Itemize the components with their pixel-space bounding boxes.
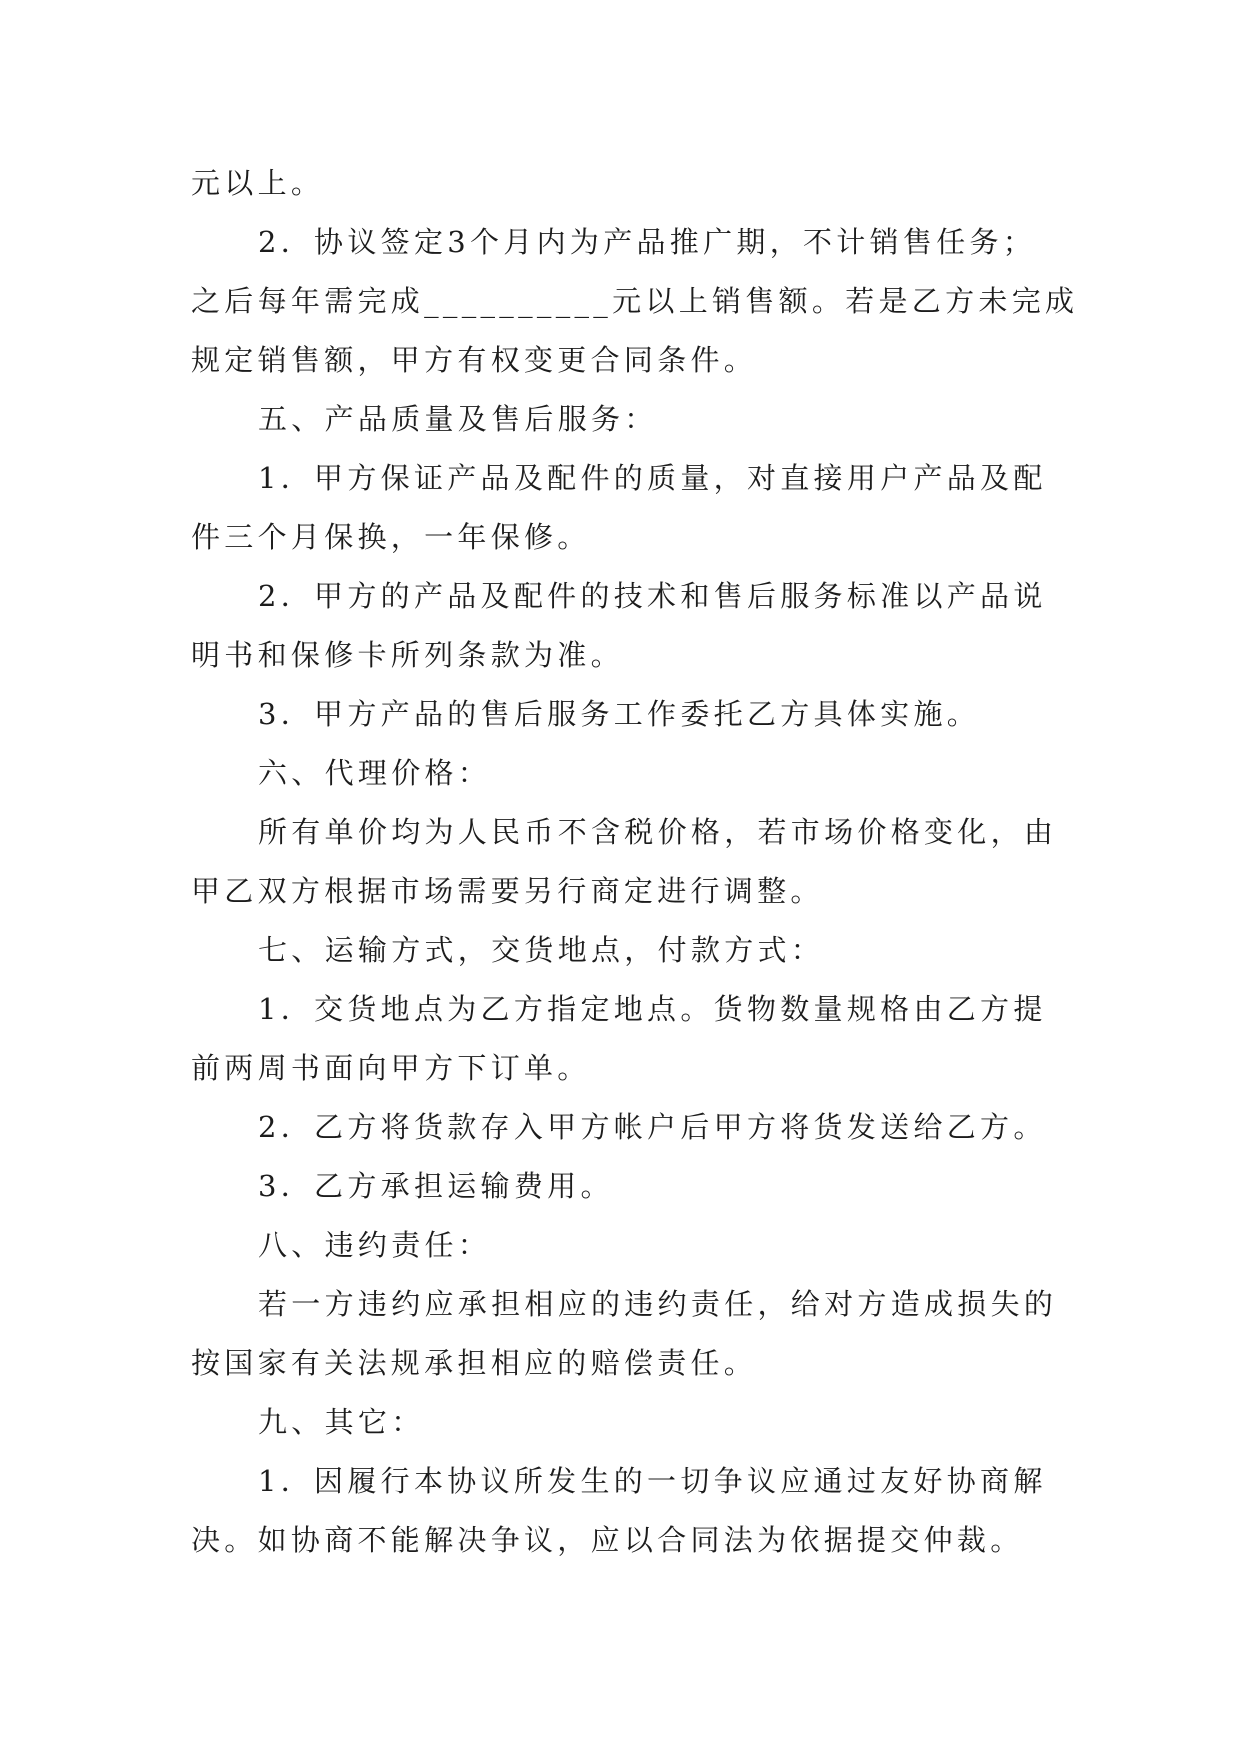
text-line: 规定销售额，甲方有权变更合同条件。	[191, 343, 758, 377]
text-line: 若一方违约应承担相应的违约责任，给对方造成损失的	[258, 1287, 1058, 1321]
text-line: 1．交货地点为乙方指定地点。货物数量规格由乙方提	[258, 992, 1047, 1026]
section-heading	[191, 744, 1091, 803]
paragraph	[191, 1098, 1091, 1157]
text-line: 七、运输方式，交货地点，付款方式：	[258, 933, 825, 967]
text-line: 九、其它：	[258, 1405, 425, 1439]
paragraph	[191, 154, 1091, 213]
text-line: 2．协议签定3个月内为产品推广期，不计销售任务；	[258, 225, 1037, 259]
paragraph	[191, 1275, 1091, 1393]
section-heading	[191, 921, 1091, 980]
paragraph	[191, 980, 1091, 1098]
text-line: 明书和保修卡所列条款为准。	[191, 638, 624, 672]
text-line: 2．乙方将货款存入甲方帐户后甲方将货发送给乙方。	[258, 1110, 1047, 1144]
text-line: 前两周书面向甲方下订单。	[191, 1051, 591, 1085]
text-line: 件三个月保换，一年保修。	[191, 520, 591, 554]
paragraph	[191, 449, 1091, 567]
text-line: 3．甲方产品的售后服务工作委托乙方具体实施。	[258, 697, 981, 731]
section-heading	[191, 1216, 1091, 1275]
paragraph	[191, 213, 1091, 390]
paragraph	[191, 803, 1091, 921]
text-line: 元以上。	[191, 166, 325, 200]
text-line: 决。如协商不能解决争议，应以合同法为依据提交仲裁。	[191, 1523, 1024, 1557]
text-line: 2．甲方的产品及配件的技术和售后服务标准以产品说	[258, 579, 1047, 613]
text-line: 1．甲方保证产品及配件的质量，对直接用户产品及配	[258, 461, 1047, 495]
document-body	[191, 154, 1091, 1570]
text-line: 1．因履行本协议所发生的一切争议应通过友好协商解	[258, 1464, 1047, 1498]
paragraph	[191, 685, 1091, 744]
text-line: 甲乙双方根据市场需要另行商定进行调整。	[191, 874, 824, 908]
text-line: 按国家有关法规承担相应的赔偿责任。	[191, 1346, 758, 1380]
text-line: 六、代理价格：	[258, 756, 492, 790]
section-heading	[191, 1393, 1091, 1452]
text-line: 3．乙方承担运输费用。	[258, 1169, 614, 1203]
section-heading	[191, 390, 1091, 449]
text-line: 八、违约责任：	[258, 1228, 492, 1262]
text-line: 所有单价均为人民币不含税价格，若市场价格变化，由	[258, 815, 1058, 849]
paragraph	[191, 567, 1091, 685]
paragraph	[191, 1157, 1091, 1216]
text-line: 五、产品质量及售后服务：	[258, 402, 658, 436]
paragraph	[191, 1452, 1091, 1570]
text-line: 之后每年需完成__________元以上销售额。若是乙方未完成	[191, 284, 1079, 318]
